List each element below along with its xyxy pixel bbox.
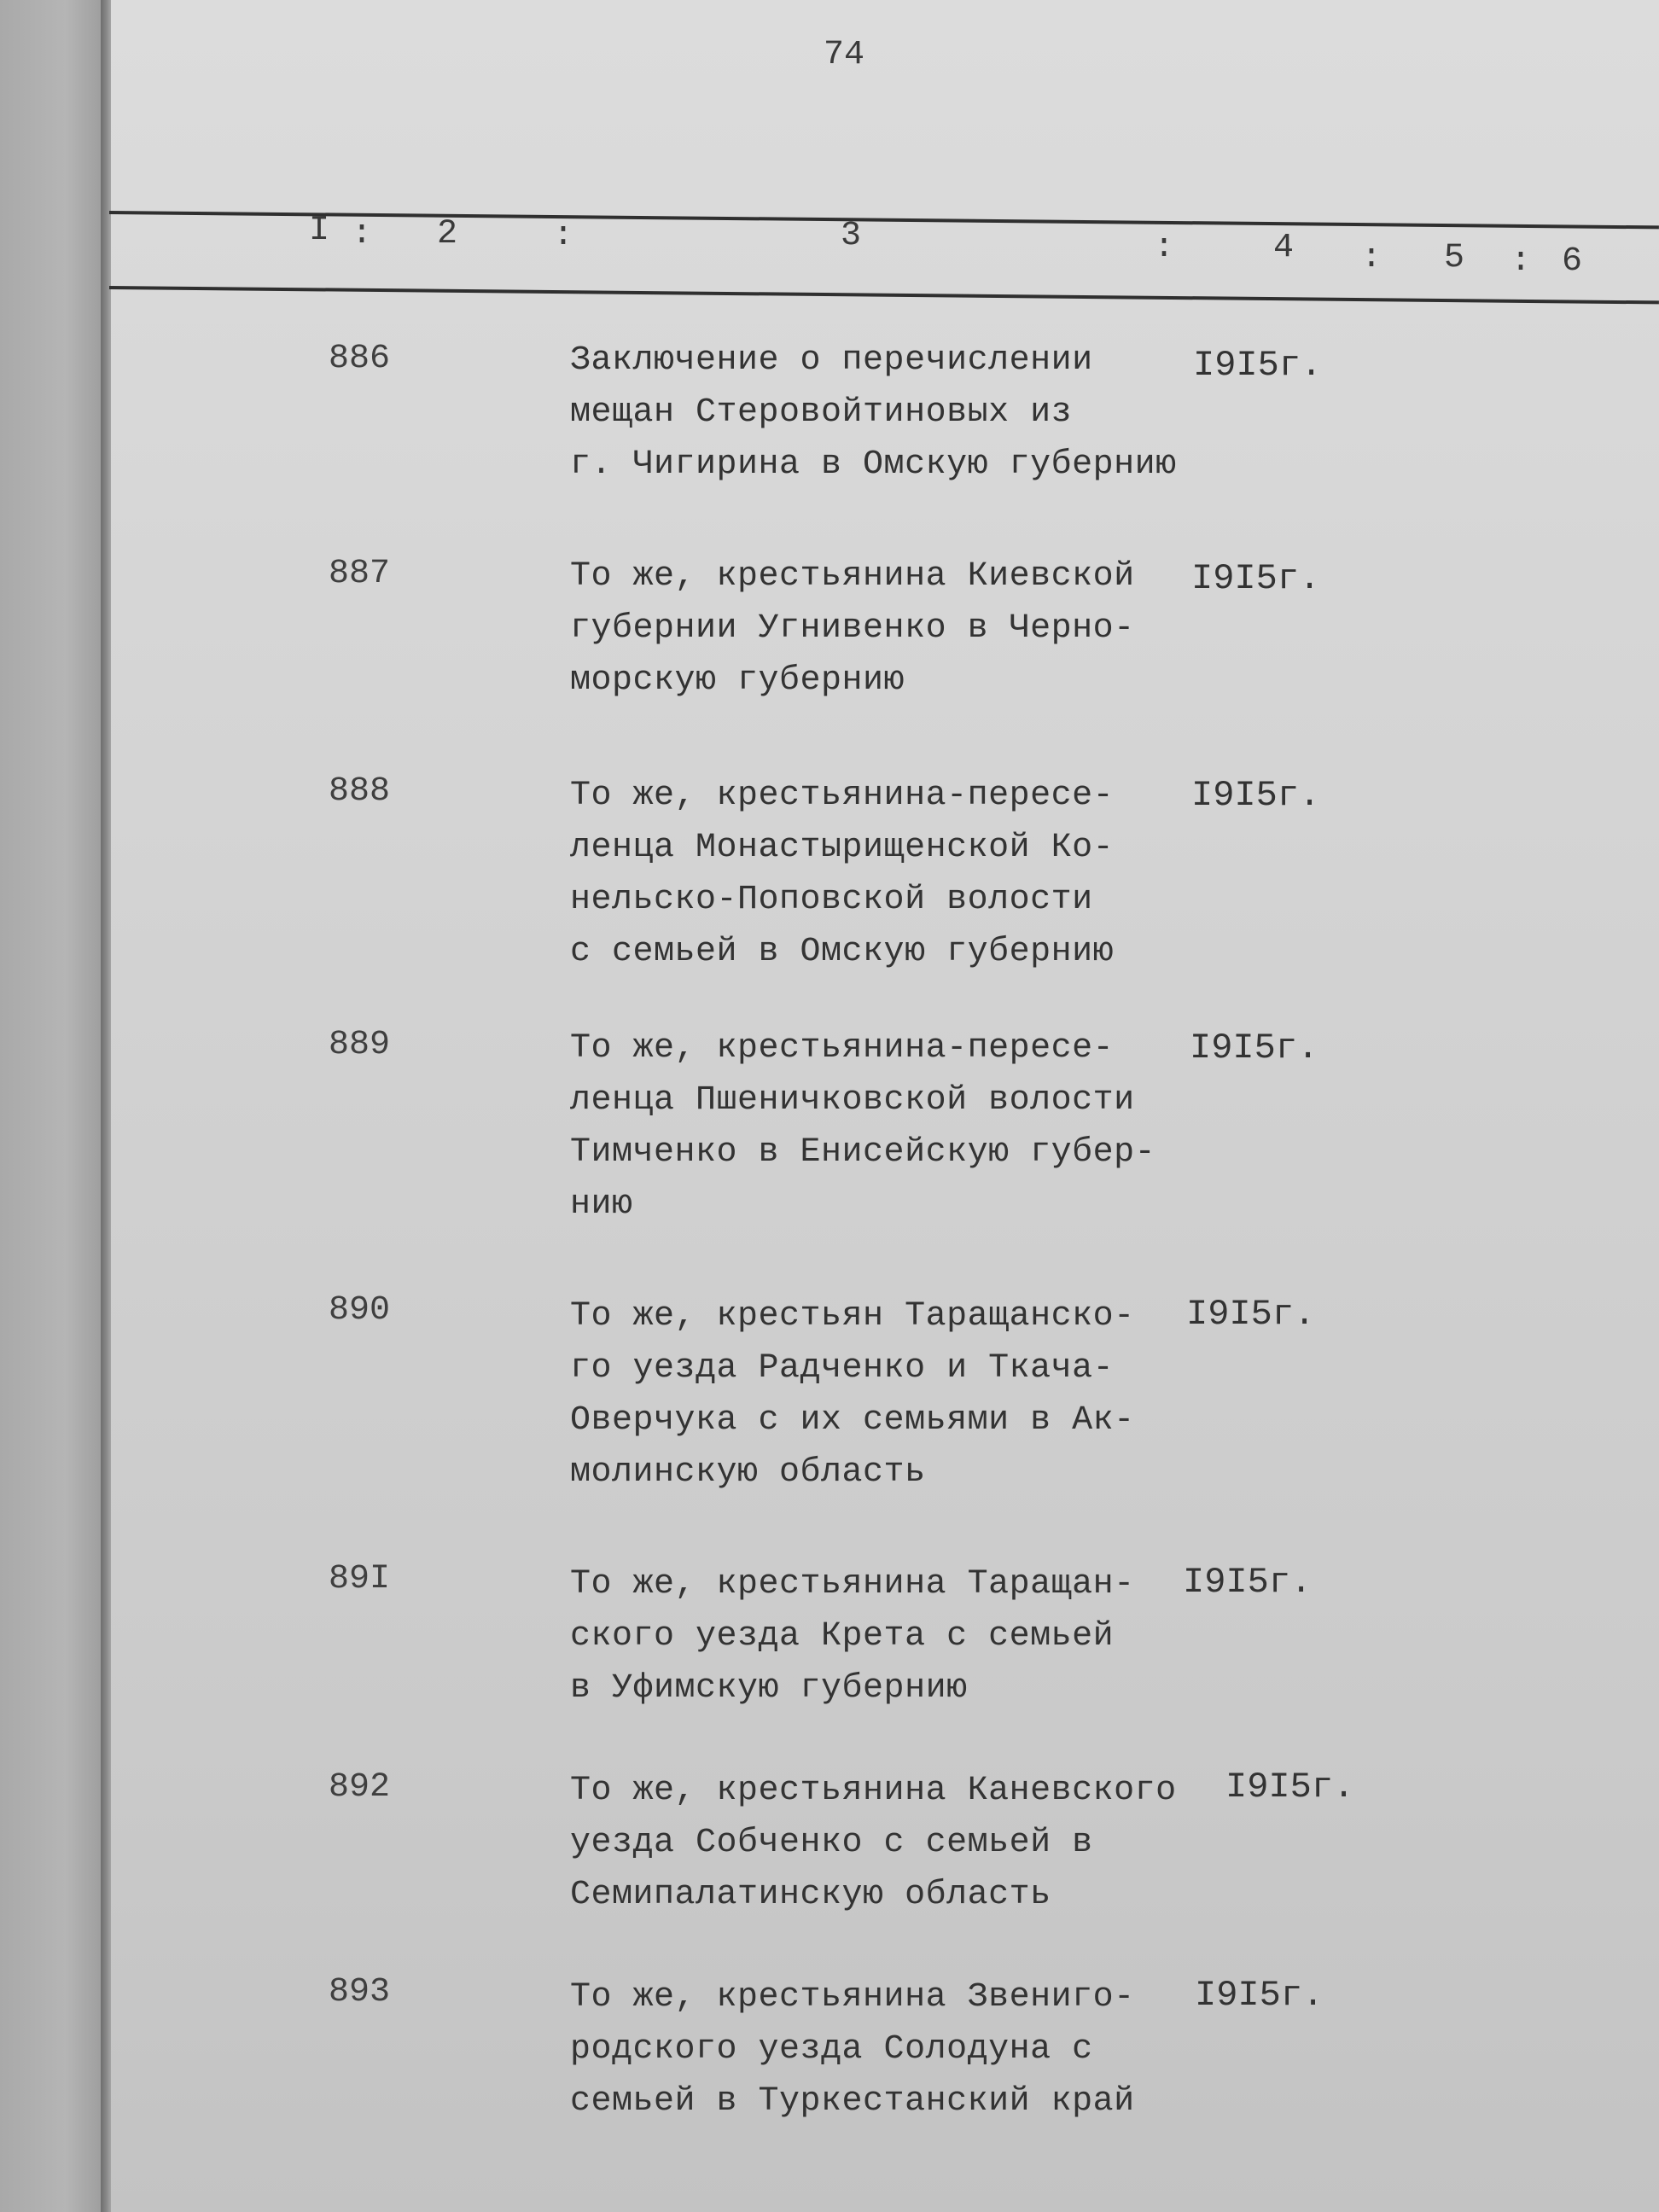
entry-text: То же, крестьянина Каневского уезда Собченко с семьей в Семипалатинскую область [570,1772,1177,1914]
column-separator: : [352,215,373,253]
column-header-6: 6 [1562,242,1583,281]
entry-number: 893 [329,1973,391,2011]
column-separator: : [1511,242,1532,281]
entry-number: 890 [329,1291,391,1330]
entry-date: I9I5г. [1190,1027,1319,1068]
column-header-5: 5 [1444,239,1465,277]
column-header-4: 4 [1273,229,1295,267]
entry-date: I9I5г. [1191,775,1321,816]
entry-number: 888 [329,772,391,811]
column-header-1: I [309,212,330,250]
entry-text: То же, крестьянина Звениго- родского уезда Солодуна с семьей в Туркестанский край [570,1978,1135,2121]
entry-number: 887 [329,555,391,593]
entry-date: I9I5г. [1193,345,1323,386]
entry-text: То же, крестьянина Таращан- ского уезда Крета с семьей в Уфимскую губернию [570,1565,1135,1708]
entry-text: То же, крестьянина-пересе- ленца Пшеничковской волости Тимченко в Енисейскую губер- нию [570,1029,1156,1224]
entry-number: 89I [329,1560,391,1598]
entry-date: I9I5г. [1183,1562,1313,1603]
entry-text: Заключение о перечислении мещан Стеровойтиновых из г. Чигирина в Омскую губернию [570,341,1177,484]
entry-date: I9I5г. [1186,1294,1316,1335]
entry-date: I9I5г. [1225,1767,1355,1807]
entry-text: То же, крестьян Таращанско- го уезда Радченко и Ткача- Оверчука с их семьями в Ак- молинскую область [570,1297,1135,1492]
entry-number: 892 [329,1768,391,1807]
entry-text: То же, крестьянина Киевской губернии Угнивенко в Черно- морскую губернию [570,557,1135,700]
page-number: 74 [824,36,865,74]
entry-number: 886 [329,340,391,378]
entry-date: I9I5г. [1191,558,1321,599]
column-header-3: 3 [841,217,862,255]
column-separator: : [1361,239,1382,277]
entry-date: I9I5г. [1195,1975,1324,2016]
binding-gutter [0,0,109,2212]
entry-number: 889 [329,1026,391,1064]
column-separator: : [553,217,574,255]
entry-text: То же, крестьянина-пересе- ленца Монастырищенской Ко- нельско-Поповской волости с семьей в Омскую губернию [570,777,1115,971]
column-separator: : [1154,229,1175,267]
column-header-2: 2 [437,215,458,253]
